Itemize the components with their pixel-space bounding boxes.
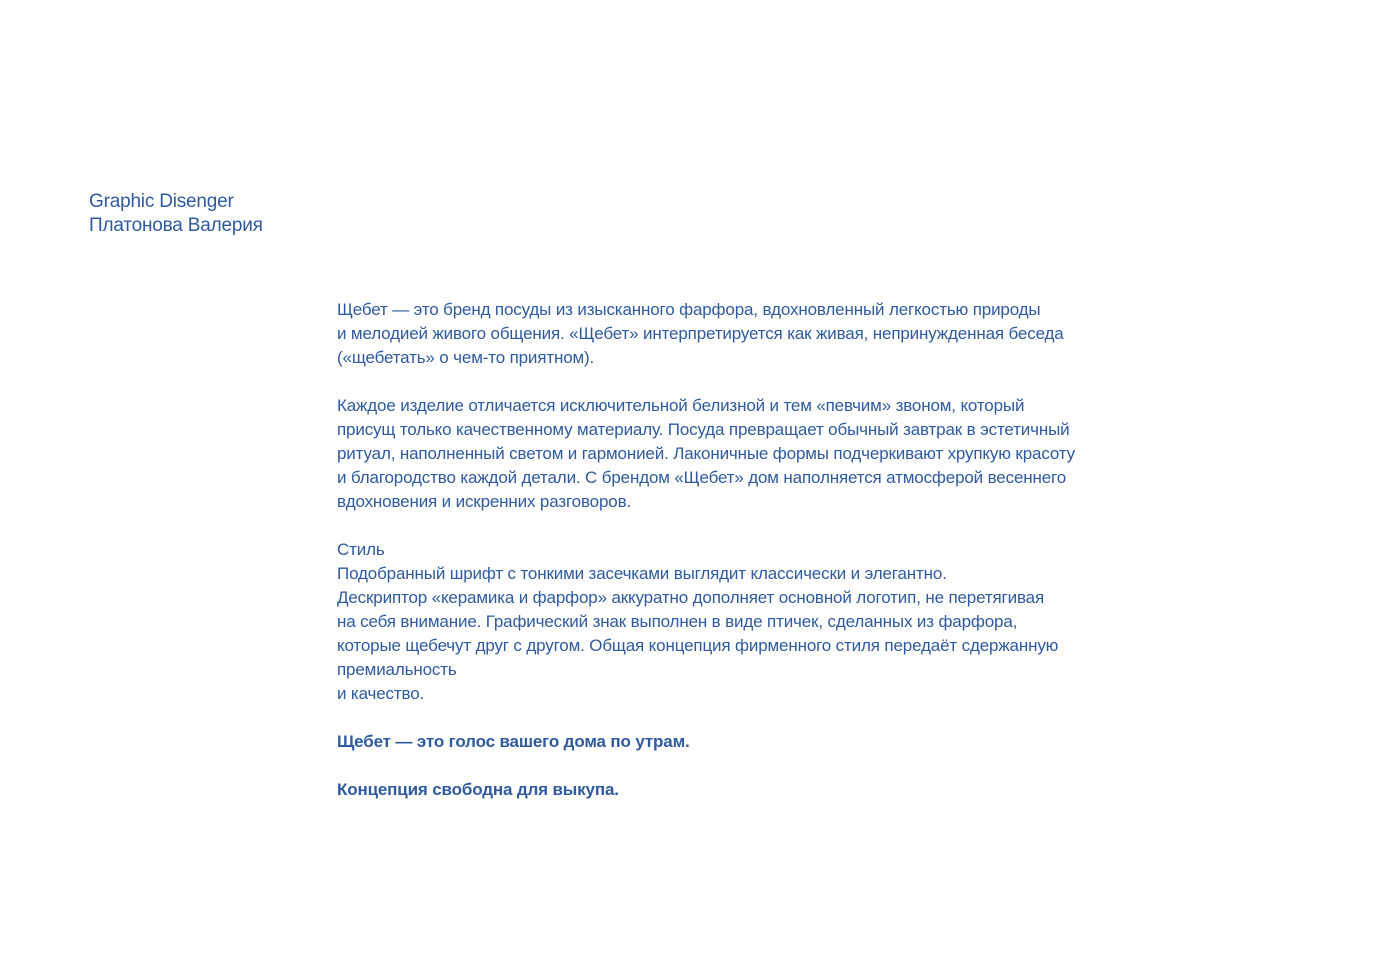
text-line: («щебетать» о чем-то приятном). xyxy=(337,348,595,367)
intro-paragraph xyxy=(337,298,1167,370)
text-line: Каждое изделие отличается исключительной белизной и тем «певчим» звоном, который xyxy=(337,396,1025,415)
paragraph-gap xyxy=(337,370,1167,394)
text-line: присущ только качественному материалу. Посуда превращает обычный завтрак в эстетичный xyxy=(337,420,1070,439)
paragraph-gap xyxy=(337,514,1167,538)
text-line: и качество. xyxy=(337,684,425,703)
text-line: на себя внимание. Графический знак выполнен в виде птичек, сделанных из фарфора, xyxy=(337,612,1018,631)
text-line: Дескриптор «керамика и фарфор» аккуратно дополняет основной логотип, не перетягивая xyxy=(337,588,1044,607)
text-line: ритуал, наполненный светом и гармонией. Лаконичные формы подчеркивают хрупкую красоту xyxy=(337,444,1075,463)
paragraph-gap xyxy=(337,754,1167,778)
text-line: и мелодией живого общения. «Щебет» интерпретируется как живая, непринужденная беседа xyxy=(337,324,1064,343)
tagline: Щебет — это голос вашего дома по утрам. xyxy=(337,732,690,751)
author-block xyxy=(89,190,263,238)
description-paragraph xyxy=(337,394,1167,514)
text-line: Щебет — это бренд посуды из изысканного фарфора, вдохновленный легкостью природы xyxy=(337,300,1041,319)
style-heading: Стиль xyxy=(337,540,385,559)
content xyxy=(337,298,1167,802)
text-line: премиальность xyxy=(337,660,457,679)
paragraph-gap xyxy=(337,706,1167,730)
purchase-note: Концепция свободна для выкупа. xyxy=(337,780,619,799)
text-line: Подобранный шрифт с тонкими засечками выглядит классически и элегантно. xyxy=(337,564,947,583)
author-role: Graphic Disenger xyxy=(89,191,234,212)
text-line: и благородство каждой детали. С брендом «Щебет» дом наполняется атмосферой весеннего xyxy=(337,468,1067,487)
text-line: вдохновения и искренних разговоров. xyxy=(337,492,632,511)
author-name: Платонова Валерия xyxy=(89,215,263,236)
style-section xyxy=(337,538,1167,706)
text-line: которые щебечут друг с другом. Общая концепция фирменного стиля передаёт сдержанную xyxy=(337,636,1059,655)
